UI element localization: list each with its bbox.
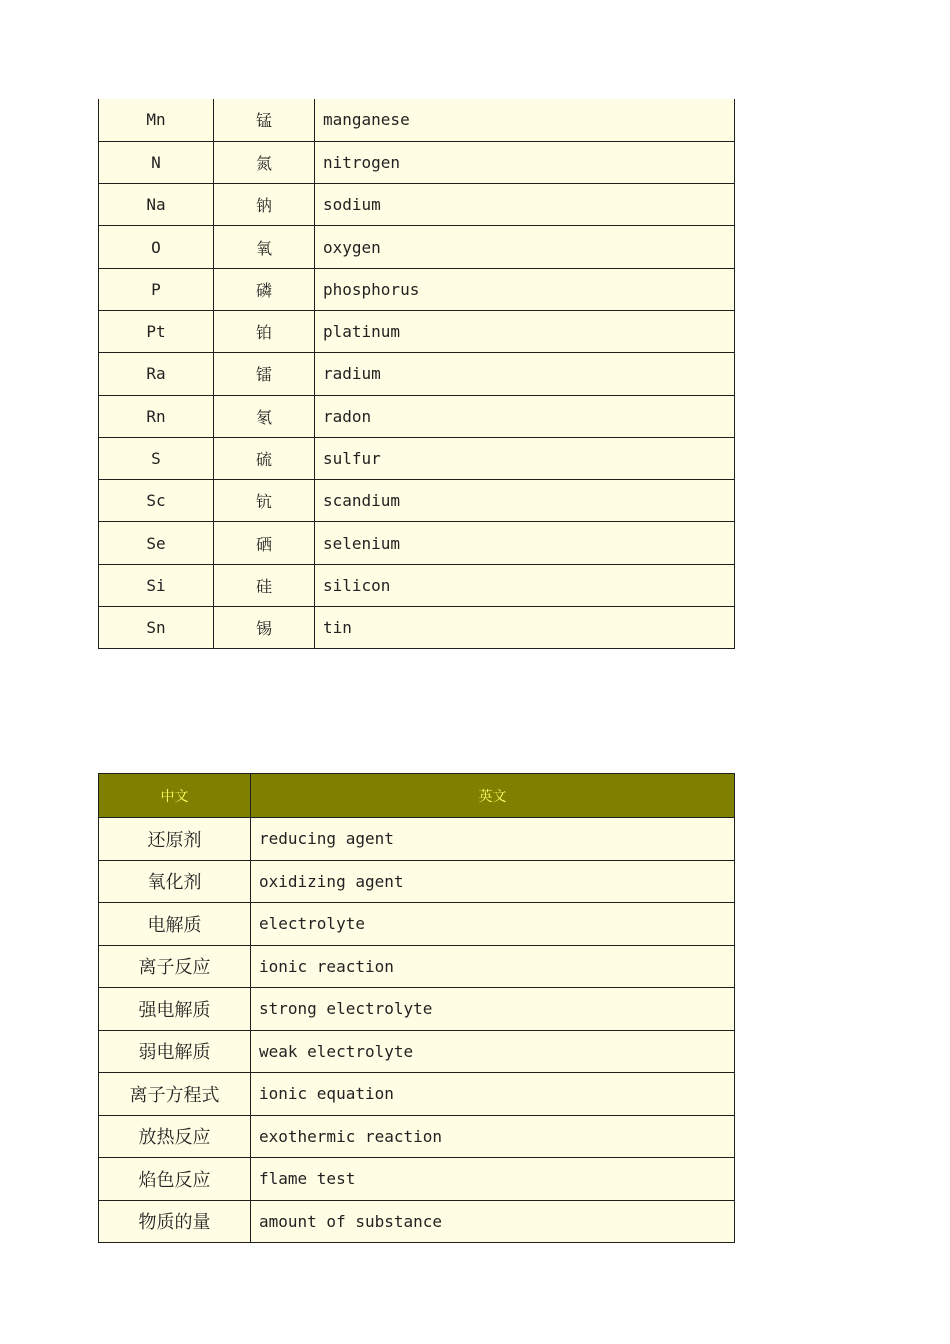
element-english-name: sulfur <box>315 437 735 479</box>
table-row <box>99 945 735 988</box>
element-chinese-name: 铂 <box>214 310 315 352</box>
term-chinese: 弱电解质 <box>99 1030 251 1073</box>
element-chinese-name: 氡 <box>214 395 315 437</box>
header-chinese: 中文 <box>99 774 251 818</box>
term-english: reducing agent <box>251 818 735 861</box>
element-symbol: Se <box>99 522 214 564</box>
table-header-row <box>99 774 735 818</box>
element-english-name: silicon <box>315 564 735 606</box>
table-row <box>99 99 735 141</box>
element-symbol: Sc <box>99 480 214 522</box>
table-row <box>99 903 735 946</box>
element-english-name: nitrogen <box>315 141 735 183</box>
term-chinese: 还原剂 <box>99 818 251 861</box>
element-chinese-name: 钠 <box>214 184 315 226</box>
element-english-name: oxygen <box>315 226 735 268</box>
element-english-name: tin <box>315 607 735 649</box>
term-chinese: 离子方程式 <box>99 1073 251 1116</box>
element-chinese-name: 硒 <box>214 522 315 564</box>
term-chinese: 电解质 <box>99 903 251 946</box>
table-row <box>99 480 735 522</box>
table-row <box>99 141 735 183</box>
table-row <box>99 988 735 1031</box>
table-row <box>99 1158 735 1201</box>
term-chinese: 放热反应 <box>99 1115 251 1158</box>
element-chinese-name: 硅 <box>214 564 315 606</box>
table-row <box>99 310 735 352</box>
element-english-name: scandium <box>315 480 735 522</box>
element-chinese-name: 硫 <box>214 437 315 479</box>
table-row <box>99 860 735 903</box>
element-english-name: radon <box>315 395 735 437</box>
table-row <box>99 564 735 606</box>
table-row <box>99 353 735 395</box>
element-chinese-name: 钪 <box>214 480 315 522</box>
term-english: strong electrolyte <box>251 988 735 1031</box>
element-symbol: Pt <box>99 310 214 352</box>
element-chinese-name: 锡 <box>214 607 315 649</box>
term-english: flame test <box>251 1158 735 1201</box>
element-symbol: N <box>99 141 214 183</box>
table-row <box>99 1115 735 1158</box>
table-row <box>99 1030 735 1073</box>
table-row <box>99 395 735 437</box>
header-english: 英文 <box>251 774 735 818</box>
term-chinese: 离子反应 <box>99 945 251 988</box>
element-symbol: Si <box>99 564 214 606</box>
element-english-name: radium <box>315 353 735 395</box>
table-row <box>99 818 735 861</box>
element-symbol: Ra <box>99 353 214 395</box>
elements-table <box>98 99 735 649</box>
element-chinese-name: 氧 <box>214 226 315 268</box>
term-chinese: 氧化剂 <box>99 860 251 903</box>
element-symbol: Sn <box>99 607 214 649</box>
element-english-name: manganese <box>315 99 735 141</box>
element-symbol: Rn <box>99 395 214 437</box>
term-english: electrolyte <box>251 903 735 946</box>
element-chinese-name: 磷 <box>214 268 315 310</box>
element-chinese-name: 锰 <box>214 99 315 141</box>
element-english-name: sodium <box>315 184 735 226</box>
element-english-name: phosphorus <box>315 268 735 310</box>
element-symbol: S <box>99 437 214 479</box>
element-english-name: selenium <box>315 522 735 564</box>
table-row <box>99 522 735 564</box>
element-symbol: Na <box>99 184 214 226</box>
term-english: amount of substance <box>251 1200 735 1243</box>
term-english: oxidizing agent <box>251 860 735 903</box>
element-symbol: O <box>99 226 214 268</box>
table-row <box>99 607 735 649</box>
element-english-name: platinum <box>315 310 735 352</box>
element-symbol: P <box>99 268 214 310</box>
terms-table <box>98 773 735 1243</box>
term-english: weak electrolyte <box>251 1030 735 1073</box>
table-row <box>99 268 735 310</box>
table-row <box>99 437 735 479</box>
term-chinese: 物质的量 <box>99 1200 251 1243</box>
term-english: ionic equation <box>251 1073 735 1116</box>
term-english: ionic reaction <box>251 945 735 988</box>
table-row <box>99 184 735 226</box>
term-chinese: 焰色反应 <box>99 1158 251 1201</box>
table-row <box>99 1073 735 1116</box>
table-row <box>99 1200 735 1243</box>
element-chinese-name: 镭 <box>214 353 315 395</box>
term-chinese: 强电解质 <box>99 988 251 1031</box>
table-row <box>99 226 735 268</box>
element-symbol: Mn <box>99 99 214 141</box>
term-english: exothermic reaction <box>251 1115 735 1158</box>
element-chinese-name: 氮 <box>214 141 315 183</box>
